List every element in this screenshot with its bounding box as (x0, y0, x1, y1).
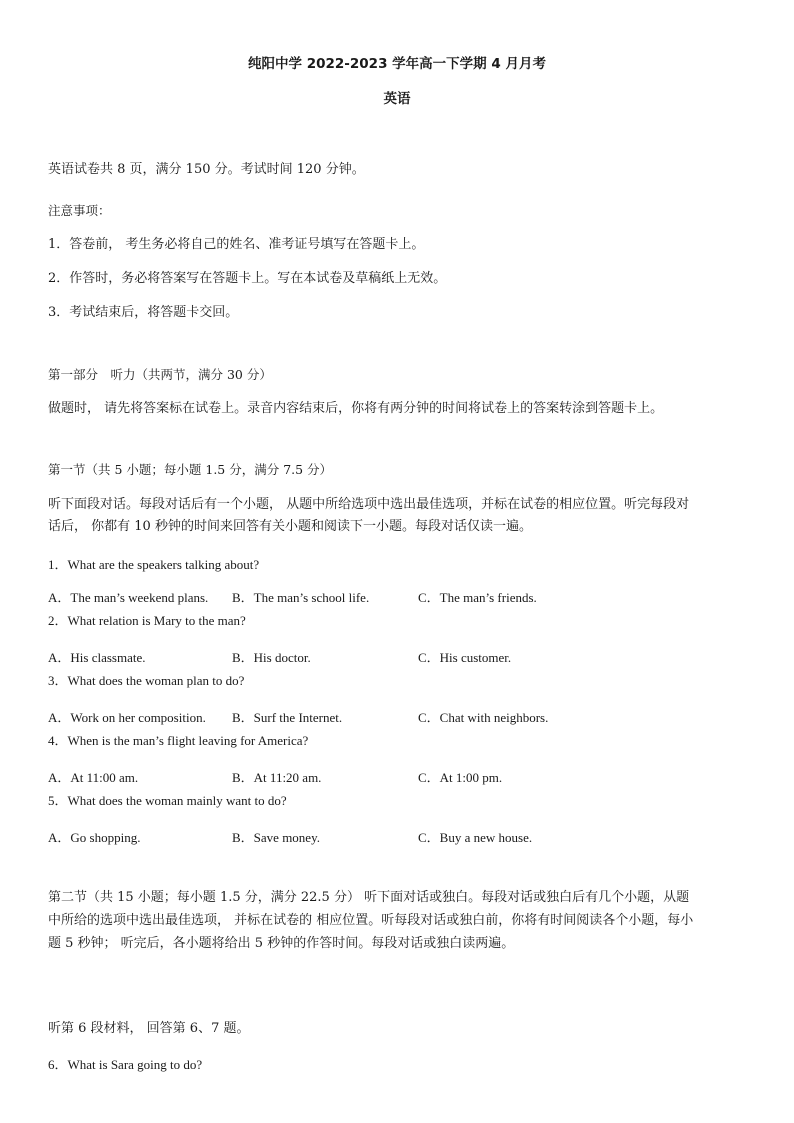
option-b: B．His doctor. (232, 650, 311, 665)
section1-instruction: 话后， 你都有 10 秒钟的时间来回答有关小题和阅读下一小题。每段对话仅读一遍。 (48, 519, 532, 534)
exam-title: 纯阳中学 2022-2023 学年高一下学期 4 月月考 (248, 56, 546, 72)
question-stem: 3．What does the woman plan to do? (48, 673, 245, 688)
section2-instruction: 题 5 秒钟； 听完后，各小题将给出 5 秒钟的作答时间。每段对话或独白读两遍。 (48, 936, 515, 951)
exam-summary: 英语试卷共 8 页，满分 150 分。考试时间 120 分钟。 (48, 162, 365, 177)
option-c: C．At 1:00 pm. (418, 770, 503, 785)
notice-item: 3．考试结束后，将答题卡交回。 (48, 305, 239, 320)
section2-instruction: 第二节（共 15 小题；每小题 1.5 分，满分 22.5 分） 听下面对话或独白。每段对话或独白后有几个小题，从题 (48, 890, 690, 905)
option-a: A．Go shopping. (48, 830, 141, 845)
section1-instruction: 听下面段对话。每段对话后有一个小题， 从题中所给选项中选出最佳选项，并标在试卷的相应位置。听完每段对 (48, 497, 690, 512)
option-c: C．His customer. (418, 650, 512, 665)
part1-instruction: 做题时， 请先将答案标在试卷上。录音内容结束后，你将有两分钟的时间将试卷上的答案转涂到答题卡上。 (48, 401, 664, 416)
part1-heading: 第一部分 听力（共两节，满分 30 分） (48, 367, 272, 382)
question-stem: 4．When is the man’s flight leaving for America? (48, 733, 309, 748)
section2-instruction: 中所给的选项中选出最佳选项， 并标在试卷的 相应位置。听每段对话或独白前，你将有时间阅读各个小题，每小 (48, 913, 694, 928)
option-c: C．Buy a new house. (418, 830, 533, 845)
option-c: C．The man’s friends. (418, 590, 537, 605)
notice-item: 2．作答时，务必将答案写在答题卡上。写在本试卷及草稿纸上无效。 (48, 271, 447, 286)
option-a: A．The man’s weekend plans. (48, 590, 209, 605)
option-a: A．His classmate. (48, 650, 146, 665)
option-a: A．Work on her composition. (48, 710, 206, 725)
notice-item: 1．答卷前， 考生务必将自己的姓名、准考证号填写在答题卡上。 (48, 237, 425, 252)
option-b: B．At 11:20 am. (232, 770, 322, 785)
option-b: B．Save money. (232, 830, 320, 845)
option-b: B．The man’s school life. (232, 590, 370, 605)
notice-title: 注意事项： (48, 203, 111, 218)
subject-title: 英语 (383, 91, 411, 107)
question-stem: 1．What are the speakers talking about? (48, 557, 260, 572)
option-c: C．Chat with neighbors. (418, 710, 549, 725)
section1-heading: 第一节（共 5 小题；每小题 1.5 分，满分 7.5 分） (48, 462, 333, 477)
option-a: A．At 11:00 am. (48, 770, 139, 785)
question-stem: 5．What does the woman mainly want to do? (48, 793, 287, 808)
question-stem: 2．What relation is Mary to the man? (48, 613, 246, 628)
material-note: 听第 6 段材料， 回答第 6、7 题。 (48, 1021, 250, 1036)
question-stem: 6．What is Sara going to do? (48, 1057, 203, 1072)
option-b: B．Surf the Internet. (232, 710, 343, 725)
